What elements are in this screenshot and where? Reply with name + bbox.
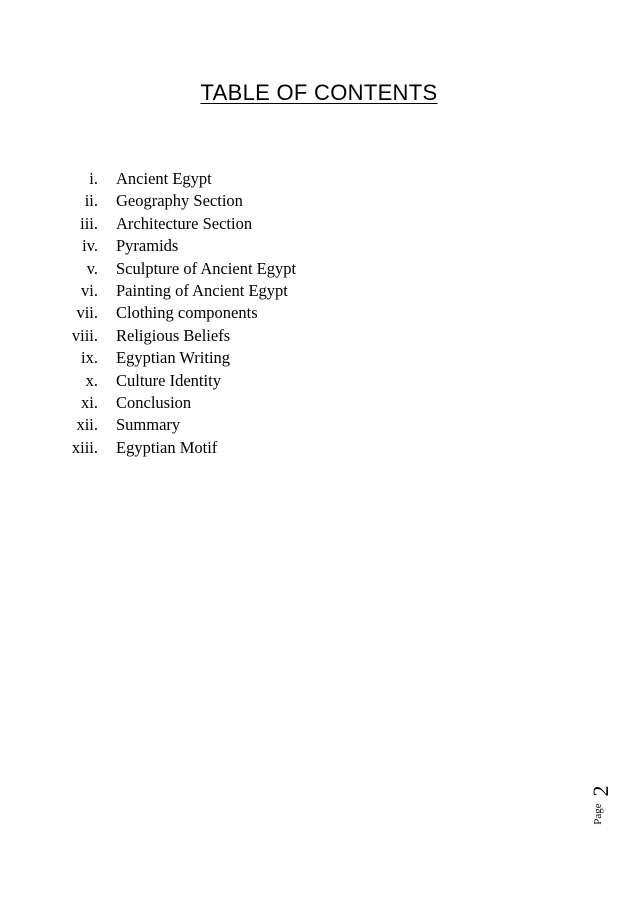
toc-entry-number: ix. xyxy=(81,348,98,368)
toc-entry-number: iv. xyxy=(82,236,98,256)
toc-entry xyxy=(0,347,638,369)
toc-entry xyxy=(0,392,638,414)
toc-entry-label: Culture Identity xyxy=(116,370,221,390)
toc-entry-label: Pyramids xyxy=(116,236,179,256)
toc-entry-number: v. xyxy=(86,258,98,278)
toc-entry-number: ii. xyxy=(84,191,98,211)
toc-entry-label: Summary xyxy=(116,415,181,435)
toc-entry xyxy=(0,437,638,459)
toc-entry-label: Egyptian Writing xyxy=(116,348,231,368)
toc-entry xyxy=(0,258,638,280)
toc-entry-number: xi. xyxy=(81,392,98,412)
toc-entry xyxy=(0,325,638,347)
toc-entry-label: Religious Beliefs xyxy=(116,325,231,345)
toc-entry-label: Sculpture of Ancient Egypt xyxy=(116,258,297,278)
toc-entry-number: xii. xyxy=(76,415,98,435)
toc-entry xyxy=(0,414,638,436)
toc-entry-number: vi. xyxy=(81,280,98,300)
toc-entry xyxy=(0,370,638,392)
toc-entry-number: iii. xyxy=(80,213,98,233)
page-word-label: Page xyxy=(592,803,604,825)
toc-entry xyxy=(0,213,638,235)
toc-entry-label: Egyptian Motif xyxy=(116,437,218,457)
toc-entry-label: Conclusion xyxy=(116,392,192,412)
page-number: 2 xyxy=(588,785,613,797)
toc-entry-number: xiii. xyxy=(71,437,98,457)
page-footer xyxy=(588,776,614,826)
toc-title: TABLE OF CONTENTS xyxy=(200,80,438,105)
toc-entry-label: Clothing components xyxy=(116,303,258,323)
toc-entry-number: i. xyxy=(89,169,98,188)
toc-entry xyxy=(0,280,638,302)
toc-entry-label: Ancient Egypt xyxy=(116,169,212,188)
toc-entry-number: x. xyxy=(85,370,98,390)
toc-entry-number: viii. xyxy=(71,325,98,345)
toc-entry xyxy=(0,168,638,190)
toc-entry xyxy=(0,190,638,212)
toc-entry xyxy=(0,302,638,324)
toc-entry xyxy=(0,235,638,257)
toc-entry-number: vii. xyxy=(76,303,98,323)
toc-entry-label: Architecture Section xyxy=(116,213,253,233)
toc-entry-label: Painting of Ancient Egypt xyxy=(116,280,288,300)
toc-list xyxy=(0,168,638,459)
toc-entry-label: Geography Section xyxy=(116,191,243,211)
